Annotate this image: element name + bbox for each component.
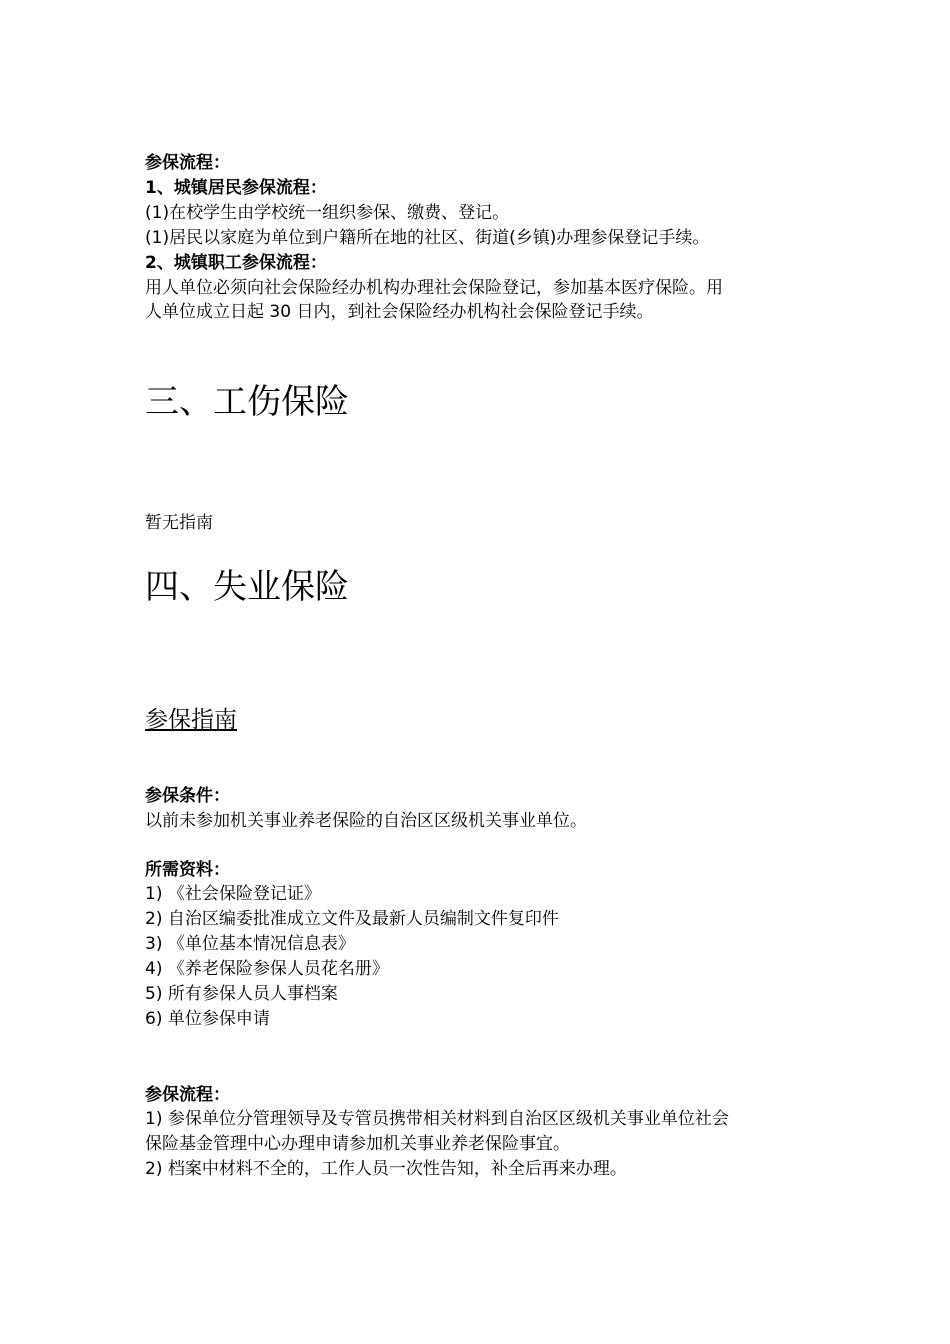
list-item: 2) 自治区编委批准成立文件及最新人员编制文件复印件 [145, 909, 559, 929]
paragraph-line: 保险基金管理中心办理申请参加机关事业养老保险事宜。 [145, 1134, 570, 1154]
guide-title: 参保指南 [145, 707, 237, 733]
paragraph-line: 用人单位必须向社会保险经办机构办理社会保险登记，参加基本医疗保险。用 [145, 278, 723, 298]
list-item: 1) 《社会保险登记证》 [145, 884, 321, 904]
list-item: 4) 《养老保险参保人员花名册》 [145, 959, 389, 979]
conditions-text: 以前未参加机关事业养老保险的自治区区级机关事业单位。 [145, 811, 587, 831]
urban-workers-heading: 2、城镇职工参保流程： [145, 253, 327, 273]
paragraph-line: 2) 档案中材料不全的，工作人员一次性告知，补全后再来办理。 [145, 1159, 627, 1179]
conditions-heading: 参保条件： [145, 786, 230, 806]
list-item: 3) 《单位基本情况信息表》 [145, 934, 355, 954]
paragraph-line: 1) 参保单位分管理领导及专管员携带相关材料到自治区区级机关事业单位社会 [145, 1109, 729, 1129]
materials-heading: 所需资料： [145, 860, 230, 880]
process-heading: 参保流程： [145, 153, 230, 173]
urban-residents-heading: 1、城镇居民参保流程： [145, 178, 327, 198]
list-item: (1)在校学生由学校统一组织参保、缴费、登记。 [145, 203, 510, 223]
no-guide-note: 暂无指南 [145, 513, 213, 533]
paragraph-line: 人单位成立日起 30 日内，到社会保险经办机构社会保险登记手续。 [145, 302, 654, 322]
list-item: (1)居民以家庭为单位到户籍所在地的社区、街道(乡镇)办理参保登记手续。 [145, 228, 710, 248]
list-item: 5) 所有参保人员人事档案 [145, 984, 338, 1004]
process-heading: 参保流程： [145, 1085, 230, 1105]
list-item: 6) 单位参保申请 [145, 1009, 270, 1029]
section-title-unemployment: 四、失业保险 [145, 567, 349, 607]
section-title-work-injury: 三、工伤保险 [145, 382, 349, 422]
